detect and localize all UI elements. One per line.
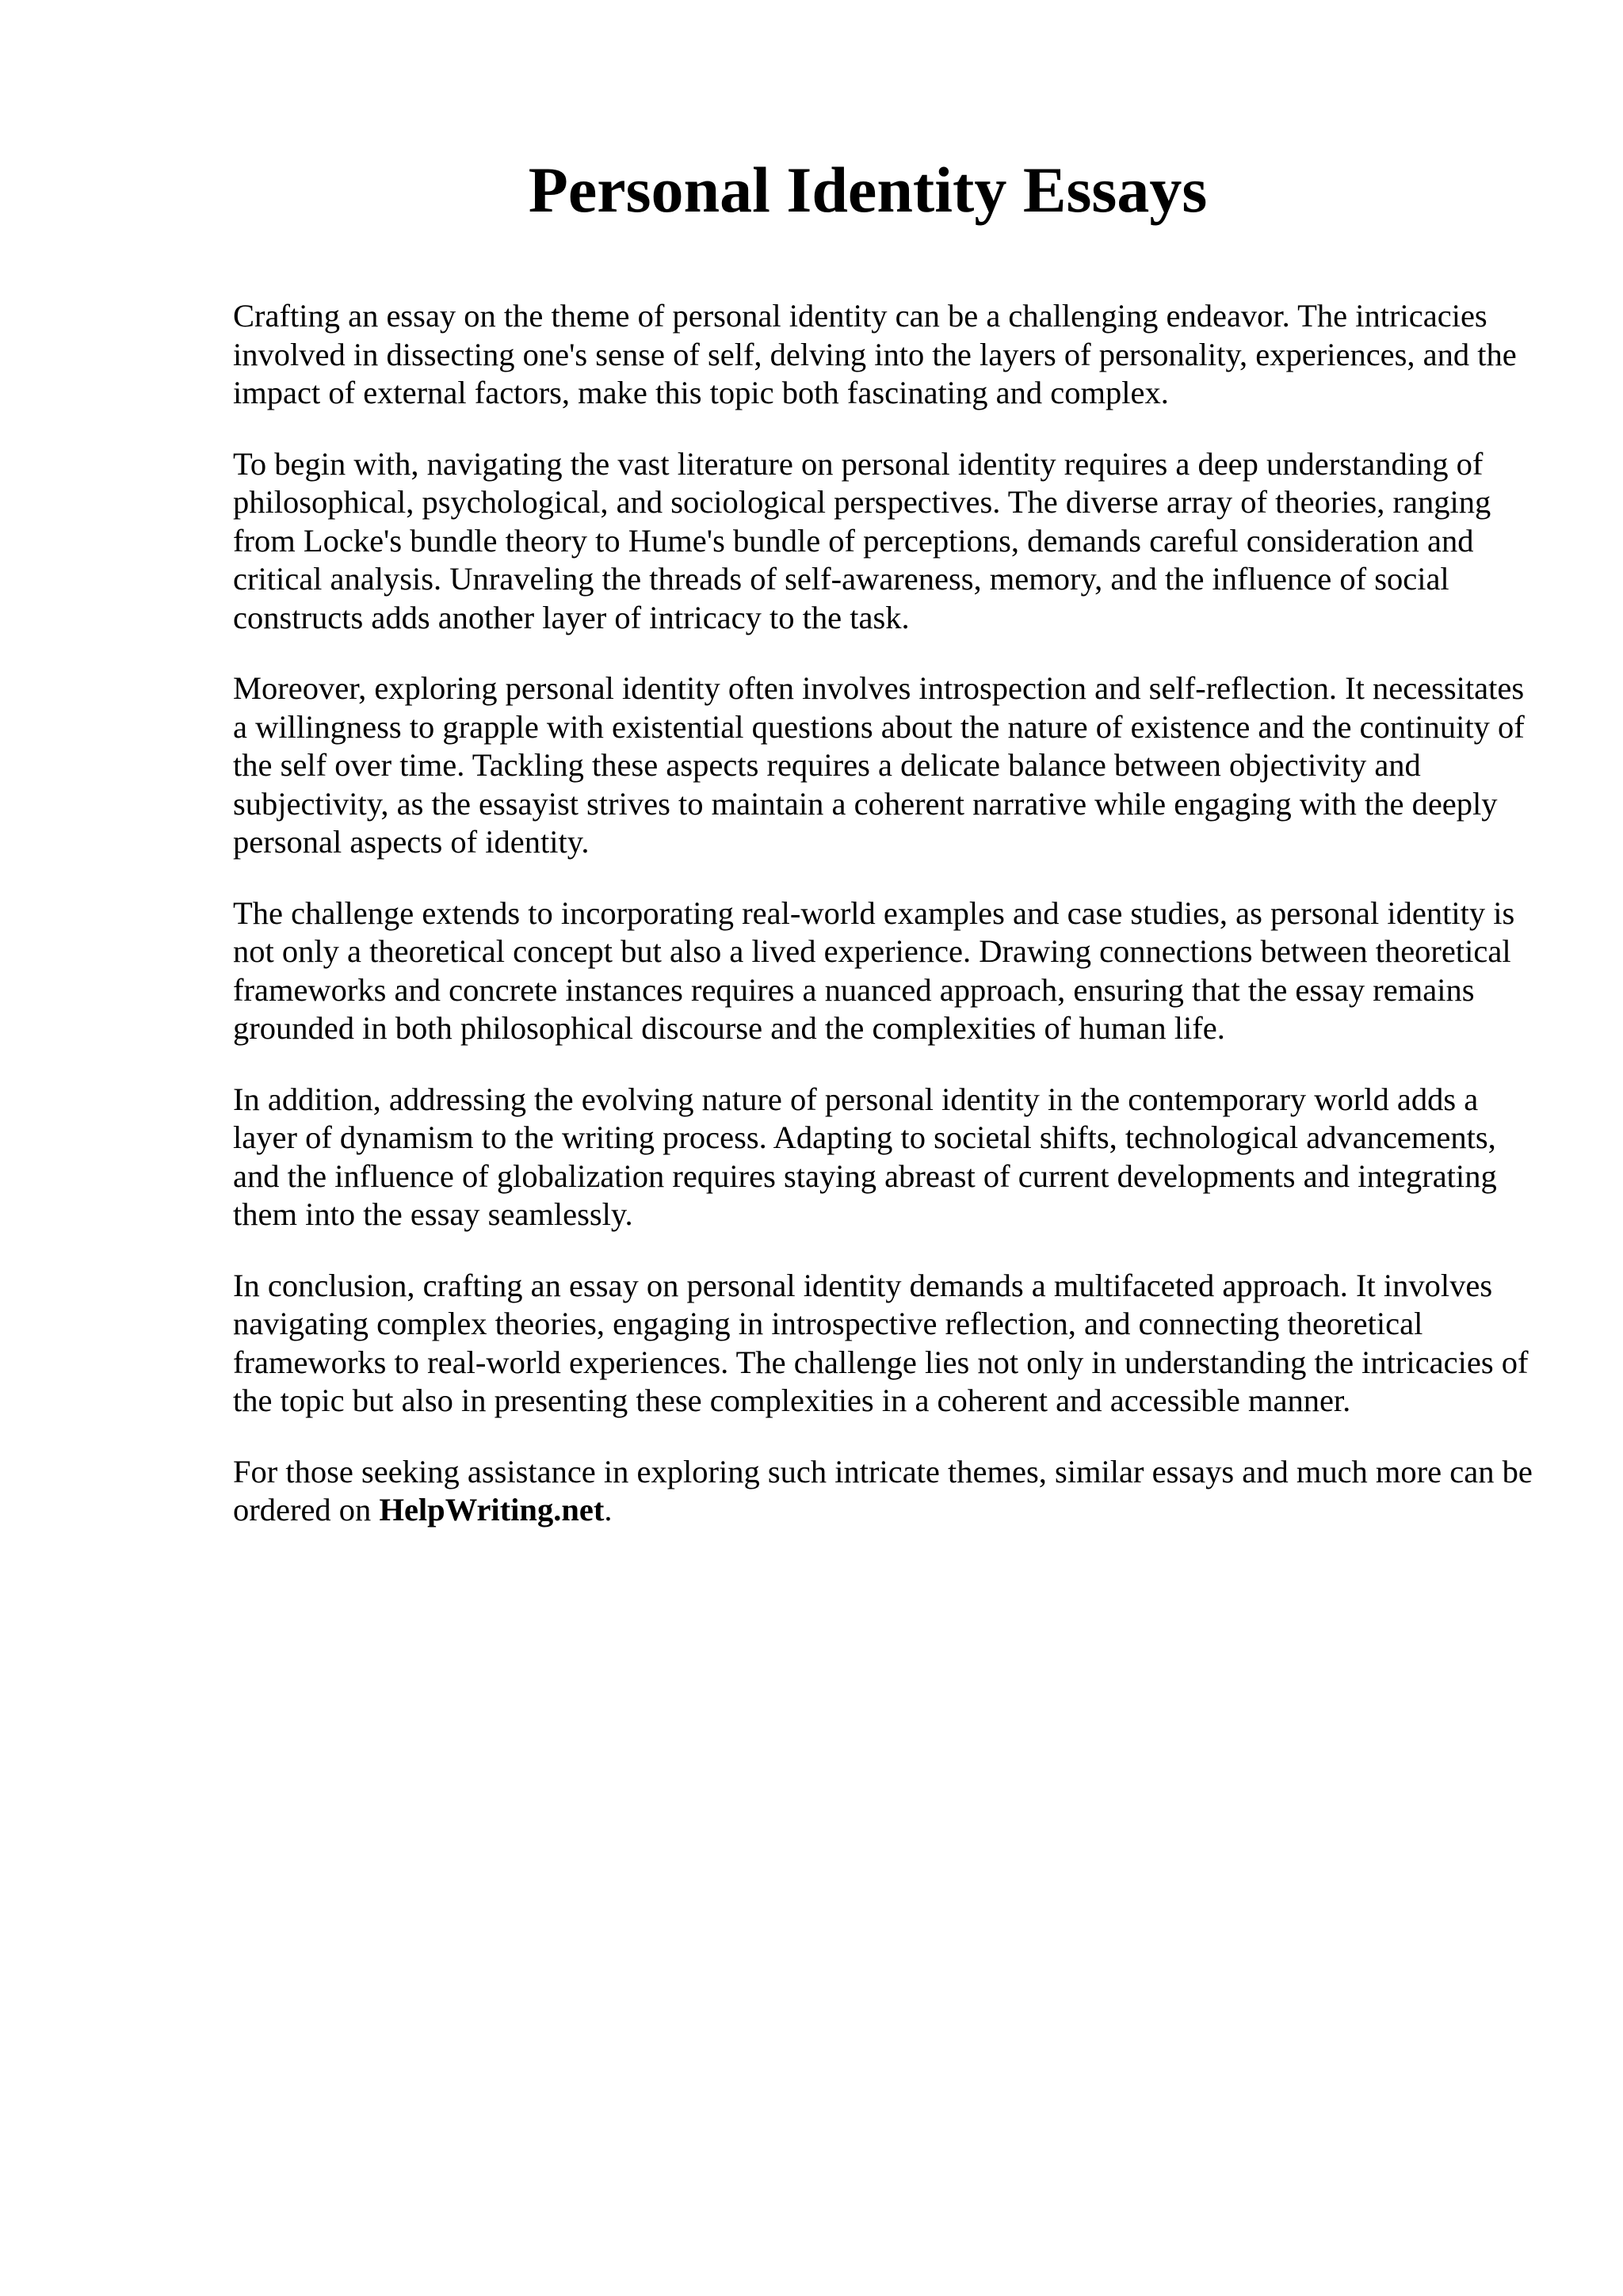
paragraph-introspection: Moreover, exploring personal identity often involves introspection and self-reflection. It necessitates a willingness to grapple with existential questions about the nature of existence and the continuity of the self over time. Tackling these aspects requires a delicate balance between objectivity and subjectivity, as the essayist strives to maintain a coherent narrative while engaging with the deeply personal aspects of identity.: [233, 670, 1525, 860]
paragraph-literature: To begin with, navigating the vast literature on personal identity requires a deep understanding of philosophical, psychological, and sociological perspectives. The diverse array of theories, ranging from Locke's bundle theory to Hume's bundle of perceptions, demands careful consideration and critical analysis. Unraveling the threads of self-awareness, memory, and the influence of social constructs adds another layer of intricacy to the task.: [233, 445, 1491, 635]
paragraph-conclusion: In conclusion, crafting an essay on personal identity demands a multifaceted approach. It involves navigating complex theories, engaging in introspective reflection, and connecting theoretical frameworks to real-world experiences. The challenge lies not only in understanding the intricacies of the topic but also in presenting these complexities in a coherent and accessible manner.: [233, 1267, 1529, 1418]
brand-link[interactable]: HelpWriting.net: [379, 1492, 605, 1527]
paragraph-closing: [233, 1453, 1533, 1530]
closing-period: .: [604, 1492, 613, 1527]
paragraph-examples: The challenge extends to incorporating real-world examples and case studies, as personal identity is not only a theoretical concept but also a lived experience. Drawing connections between theoretical frameworks and concrete instances requires a nuanced approach, ensuring that the essay remains grounded in both philosophical discourse and the complexities of human life.: [233, 894, 1515, 1046]
paragraph-evolving-nature: In addition, addressing the evolving nature of personal identity in the contemporary world adds a layer of dynamism to the writing process. Adapting to societal shifts, technological advancements, and the influence of globalization requires staying abreast of current developments and integrating them into the essay seamlessly.: [233, 1081, 1497, 1232]
closing-text: For those seeking assistance in exploring such intricate themes, similar essays and much more can be ordered on: [233, 1453, 1533, 1527]
essay-body: [233, 297, 1533, 1562]
paragraph-intro: Crafting an essay on the theme of personal identity can be a challenging endeavor. The intricacies involved in dissecting one's sense of self, delving into the layers of personality, experiences, and the impact of external factors, make this topic both fascinating and complex.: [233, 298, 1517, 410]
page-title: Personal Identity Essays: [528, 154, 1208, 226]
